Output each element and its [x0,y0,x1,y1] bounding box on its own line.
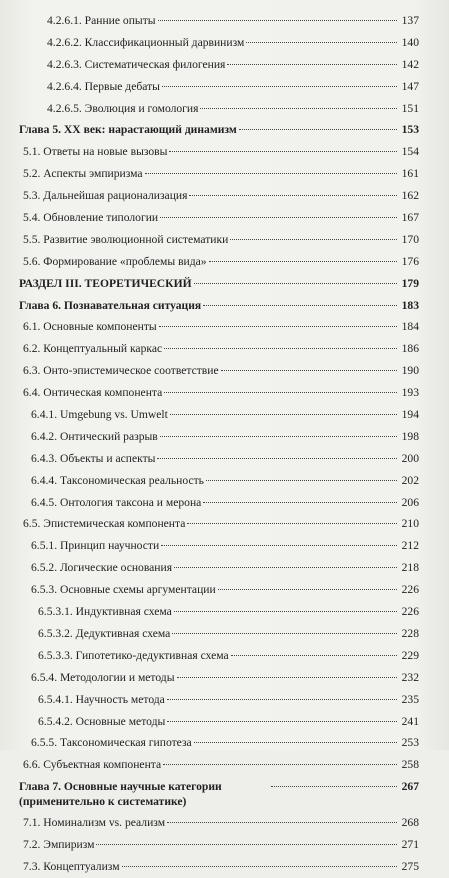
toc-entry-page-number: 267 [401,780,419,794]
toc-entry-title: 6.4.2. Онтический разрыв [31,429,158,443]
toc-entry-page-number: 218 [401,561,419,575]
toc-entry-page-number: 194 [401,408,419,422]
toc-entry-page-number: 200 [401,451,419,465]
dot-leader [122,866,397,867]
toc-entry [0,513,449,535]
toc-entry [0,316,449,338]
toc-entry-page-number: 226 [401,583,419,597]
toc-entry-title: 6.5.2. Логические основания [31,561,173,575]
toc-entry [0,579,449,601]
toc-entry [0,76,449,98]
toc-entry-page-number: 193 [401,386,419,400]
toc-entry-page-number: 232 [401,670,419,684]
toc-entry [0,163,449,185]
toc-entry-title: 6.6. Субъектная компонента [23,758,162,772]
toc-entry-page-number: 147 [401,79,419,93]
toc-entry [0,32,449,54]
toc-entry-title: 7.3. Концептуализм [23,859,120,873]
dot-leader [227,64,397,65]
toc-entry [0,601,449,623]
toc-entry-title: 6.5.1. Принцип научности [31,539,160,553]
dot-leader [160,436,397,437]
toc-entry [0,492,449,514]
toc-entry [0,185,449,207]
dot-leader [194,283,397,284]
dot-leader [170,414,397,415]
toc-entry-page-number: 184 [401,320,419,334]
toc-entry [0,623,449,645]
toc-entry-page-number: 210 [401,517,419,531]
dot-leader [203,305,397,306]
toc-entry-title: Глава 6. Познавательная ситуация [19,298,202,312]
toc-entry-title: Глава 7. Основные научные категории (применительно к систематике) [19,780,222,809]
toc-entry [0,448,449,470]
toc-entry-page-number: 271 [401,838,419,852]
toc-entry [0,732,449,754]
toc-entry-page-number: 186 [401,342,419,356]
toc-entry [0,10,449,32]
dot-leader [158,20,397,21]
toc-entry-title: 6.4. Онтическая компонента [23,386,163,400]
toc-entry-page-number: 137 [401,14,419,27]
toc-entry [0,645,449,667]
toc-entry-title: Глава 5. XX век: нарастающий динамизм [19,123,237,137]
toc-entry-title: 6.5.5. Таксономическая гипотеза [31,736,192,750]
dot-leader [164,392,397,393]
toc-entry [0,689,449,711]
toc-entry-title: 5.3. Дальнейшая рационализация [23,189,188,203]
toc-entry-page-number: 229 [401,648,419,662]
toc-entry-title: 6.2. Концептуальный каркас [23,342,163,356]
dot-leader [200,108,397,109]
dot-leader [246,42,397,43]
toc-entry-page-number: 202 [401,473,419,487]
toc-entry [0,812,449,834]
dot-leader [157,458,397,459]
dot-leader [162,86,397,87]
toc-entry-title: 6.4.4. Таксономическая реальность [31,473,204,487]
dot-leader [167,699,397,700]
toc-entry-title: 6.5.4. Методологии и методы [31,670,175,684]
dot-leader [209,261,397,262]
toc-entry-page-number: 142 [401,57,419,71]
toc-entry-title: 6.5.4.1. Научность метода [38,692,165,706]
dot-leader [172,633,397,634]
dot-leader [145,173,397,174]
toc-entry-title: 6.1. Основные компоненты [23,320,157,334]
dot-leader [169,151,397,152]
toc-entry-page-number: 241 [401,714,419,728]
dot-leader [161,545,397,546]
toc-entry [0,141,449,163]
toc-entry-title: 6.5.3.2. Дедуктивная схема [38,626,171,640]
toc-entry [0,119,449,141]
toc-entry-page-number: 162 [401,189,419,203]
toc-entry-title: 4.2.6.1. Ранние опыты [47,14,156,27]
dot-leader [239,129,397,130]
dot-leader [218,589,397,590]
toc-entry [0,667,449,689]
toc-entry [0,295,449,317]
toc-entry-title: 7.2. Эмпиризм [23,838,95,852]
dot-leader [96,844,397,845]
dot-leader [177,677,397,678]
dot-leader [271,786,397,787]
toc-entry [0,273,449,295]
toc-entry-page-number: 176 [401,254,419,268]
toc-entry-title: 6.3. Онто-эпистемическое соответствие [23,364,219,378]
toc-entry-title: 5.5. Развитие эволюционной систематики [23,232,229,246]
dot-leader [221,370,397,371]
toc-entry [0,382,449,404]
toc-entry [0,856,449,878]
toc-entry [0,360,449,382]
dot-leader [187,523,397,524]
toc-entry [0,251,449,273]
toc-entry-page-number: 170 [401,232,419,246]
toc-entry-page-number: 226 [401,605,419,619]
toc-entry-page-number: 275 [401,859,419,873]
toc-entry-title: 5.1. Ответы на новые вызовы [23,145,168,159]
toc-entry-title: 6.5. Эпистемическая компонента [23,517,186,531]
toc-entry-title: 4.2.6.5. Эволюция и гомология [47,101,199,115]
toc-entry [0,426,449,448]
toc-entry-page-number: 167 [401,211,419,225]
toc-entry-title: 5.4. Обновление типологии [23,211,159,225]
toc-entry-page-number: 206 [401,495,419,509]
table-of-contents [0,10,449,878]
toc-entry [0,229,449,251]
toc-entry-title: РАЗДЕЛ III. ТЕОРЕТИЧЕСКИЙ [19,276,192,290]
toc-entry-title: 7.1. Номинализм vs. реализм [23,816,166,830]
toc-entry [0,98,449,120]
toc-entry-page-number: 253 [401,736,419,750]
toc-entry-page-number: 183 [401,298,419,312]
toc-entry-page-number: 235 [401,692,419,706]
toc-entry-title: 4.2.6.2. Классификационный дарвинизм [47,35,245,49]
toc-entry [0,535,449,557]
toc-entry-title: 6.4.5. Онтология таксона и мерона [31,495,202,509]
dot-leader [159,326,397,327]
toc-entry [0,834,449,856]
toc-entry-page-number: 161 [401,167,419,181]
toc-entry [0,754,449,776]
dot-leader [203,502,397,503]
toc-entry-page-number: 140 [401,35,419,49]
dot-leader [160,217,397,218]
toc-entry-title: 4.2.6.3. Систематическая филогения [47,57,226,71]
toc-entry [0,54,449,76]
dot-leader [230,239,397,240]
dot-leader [189,195,397,196]
toc-entry-page-number: 190 [401,364,419,378]
dot-leader [206,480,397,481]
toc-entry-page-number: 179 [401,276,419,290]
toc-entry-page-number: 151 [401,101,419,115]
toc-entry-title: 6.4.3. Объекты и аспекты [31,451,156,465]
toc-entry-title: 4.2.6.4. Первые дебаты [47,79,160,93]
toc-entry-page-number: 198 [401,429,419,443]
dot-leader [231,655,397,656]
toc-entry-title: 5.2. Аспекты эмпиризма [23,167,143,181]
toc-entry-page-number: 153 [401,123,419,137]
toc-entry [0,338,449,360]
dot-leader [194,742,397,743]
toc-entry-title: 6.5.3. Основные схемы аргументации [31,583,216,597]
toc-entry [0,207,449,229]
dot-leader [163,764,397,765]
toc-entry-page-number: 268 [401,816,419,830]
toc-entry-page-number: 154 [401,145,419,159]
dot-leader [174,567,397,568]
dot-leader [167,822,397,823]
toc-entry-page-number: 212 [401,539,419,553]
toc-entry [0,557,449,579]
toc-entry-title: 6.4.1. Umgebung vs. Umwelt [31,408,168,422]
dot-leader [174,611,397,612]
toc-entry-title: 5.6. Формирование «проблемы вида» [23,254,207,268]
toc-entry-title: 6.5.3.1. Индуктивная схема [38,605,172,619]
toc-entry-page-number: 228 [401,626,419,640]
toc-entry-title: 6.5.3.3. Гипотетико-дедуктивная схема [38,648,229,662]
dot-leader [167,721,397,722]
toc-entry-title: 6.5.4.2. Основные методы [38,714,166,728]
dot-leader [164,348,397,349]
toc-entry-page-number: 258 [401,758,419,772]
toc-entry [0,404,449,426]
toc-entry [0,776,449,812]
toc-entry [0,470,449,492]
toc-entry [0,711,449,733]
